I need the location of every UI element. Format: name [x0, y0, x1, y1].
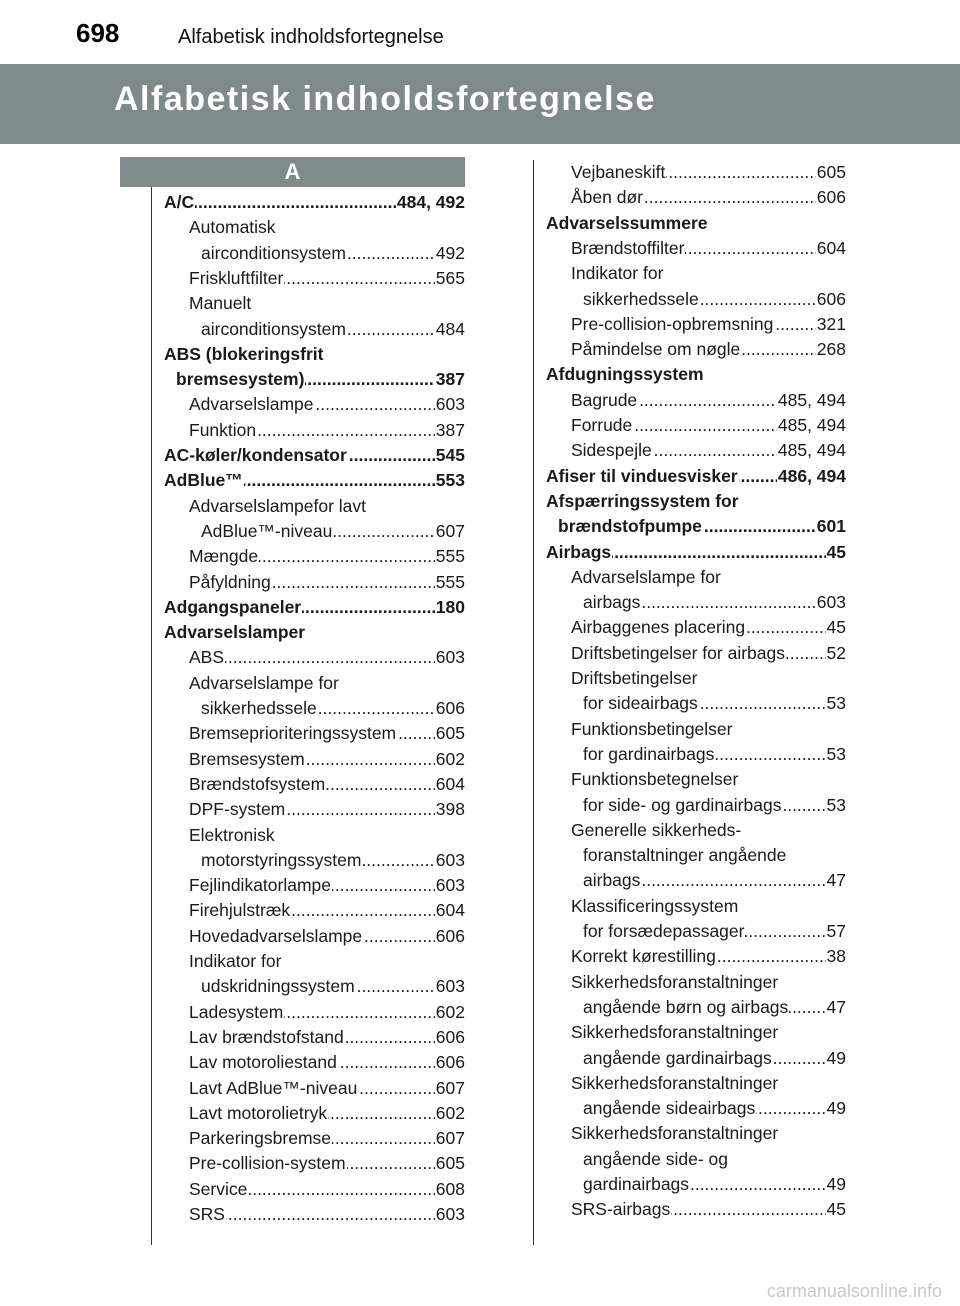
- title-banner: [0, 64, 960, 144]
- index-entry: [571, 818, 741, 843]
- index-entry: [189, 1151, 465, 1176]
- entry-page-ref: 605: [816, 160, 846, 185]
- index-entry: [201, 317, 465, 342]
- entry-page-ref: 53: [826, 691, 846, 716]
- entry-page-ref: 45: [826, 540, 846, 565]
- entry-term: Bremseprioriteringssystem: [189, 723, 397, 744]
- page-number: 698: [76, 18, 120, 48]
- entry-term: Bremsesystem: [189, 748, 305, 769]
- index-entry: [189, 645, 465, 670]
- entry-page-ref: 47: [826, 995, 846, 1020]
- entry-term: Advarselslampe for: [571, 566, 721, 587]
- index-entry: [201, 519, 465, 544]
- entry-term: brændstofpumpe: [558, 516, 702, 537]
- entry-term: Påfyldning: [189, 571, 271, 592]
- index-entry: [583, 1046, 846, 1071]
- index-entry: [571, 236, 846, 261]
- entry-term: AC-køler/kondensator: [164, 445, 347, 465]
- entry-page-ref: 603: [435, 392, 465, 417]
- entry-term: Indikator for: [571, 263, 664, 284]
- entry-term: Sikkerhedsforanstaltninger: [571, 971, 779, 992]
- page-title: Alfabetisk indholdsfortegnelse: [114, 80, 656, 118]
- entry-page-ref: 553: [435, 468, 465, 493]
- entry-term: Brændstofsystem: [189, 773, 326, 794]
- entry-page-ref: 603: [816, 590, 846, 615]
- entry-term: airconditionsystem: [201, 318, 346, 339]
- entry-page-ref: 47: [826, 868, 846, 893]
- entry-page-ref: 603: [435, 645, 465, 670]
- entry-page-ref: 485, 494: [777, 388, 846, 413]
- entry-page-ref: 321: [816, 312, 846, 337]
- entry-page-ref: 545: [435, 443, 465, 468]
- entry-term: Generelle sikkerheds-: [571, 819, 742, 840]
- entry-term: Airbags: [546, 541, 612, 562]
- index-entry: [189, 570, 465, 595]
- entry-term: Driftsbetingelser for airbags: [571, 642, 785, 663]
- index-entry: [201, 241, 465, 266]
- index-entry: [164, 468, 465, 493]
- entry-page-ref: 486, 494: [777, 464, 846, 489]
- entry-term: Afiser til vinduesvisker: [546, 465, 738, 486]
- entry-term: for forsædepassager: [583, 921, 745, 941]
- entry-page-ref: 606: [435, 1025, 465, 1050]
- entry-page-ref: 52: [826, 641, 846, 666]
- entry-term: Korrekt kørestilling: [571, 946, 716, 967]
- index-entry: [571, 717, 732, 742]
- entry-term: Advarselslamper: [164, 622, 306, 643]
- entry-page-ref: 606: [435, 696, 465, 721]
- entry-page-ref: 607: [435, 1076, 465, 1101]
- index-entry: [546, 540, 846, 565]
- left-column-rule: [151, 187, 152, 1245]
- entry-term: Manuelt: [189, 293, 252, 314]
- index-entry: [583, 1172, 846, 1197]
- entry-page-ref: 605: [435, 721, 465, 746]
- entry-term: Airbaggenes placering: [571, 617, 746, 638]
- index-entry: [571, 388, 846, 413]
- index-entry: [571, 337, 846, 362]
- entry-term: Bagrude: [571, 389, 638, 410]
- index-entry: [558, 514, 846, 539]
- entry-term: Ladesystem: [189, 1001, 284, 1022]
- index-entry: [571, 1197, 846, 1222]
- index-entry: [189, 215, 276, 240]
- entry-page-ref: 49: [826, 1046, 846, 1071]
- entry-page-ref: 38: [826, 944, 846, 969]
- entry-term: angående sideairbags: [583, 1098, 756, 1119]
- entry-term: angående gardinairbags: [583, 1047, 772, 1068]
- entry-page-ref: 45: [826, 1197, 846, 1222]
- entry-page-ref: 604: [435, 772, 465, 797]
- entry-term: for side- og gardinairbags: [583, 794, 782, 815]
- index-entry: [571, 615, 846, 640]
- index-entry: [571, 185, 846, 210]
- entry-page-ref: 53: [826, 793, 846, 818]
- index-entry: [583, 919, 846, 944]
- index-entry: [571, 944, 846, 969]
- entry-term: Sidespejle: [571, 440, 652, 461]
- entry-term: airbags: [583, 870, 641, 891]
- running-header: [0, 0, 960, 60]
- index-entry: [189, 1177, 465, 1202]
- index-entry: [189, 949, 281, 974]
- entry-page-ref: 45: [826, 615, 846, 640]
- entry-page-ref: 606: [816, 185, 846, 210]
- entry-term: Pre-collision-system: [189, 1153, 346, 1174]
- entry-page-ref: 602: [435, 1000, 465, 1025]
- entry-page-ref: 555: [435, 570, 465, 595]
- index-entry: [583, 742, 846, 767]
- entry-term: Lav brændstofstand: [189, 1026, 344, 1047]
- index-entry: [164, 342, 323, 367]
- entry-page-ref: 603: [435, 873, 465, 898]
- index-entry: [164, 443, 465, 468]
- index-entry: [189, 1050, 465, 1075]
- entry-term: Sikkerhedsforanstaltninger: [571, 1072, 779, 1093]
- index-entry: [189, 924, 465, 949]
- entry-term: Elektronisk: [189, 824, 275, 845]
- entry-term: Pre-collision-opbremsning: [571, 313, 774, 334]
- index-entry: [189, 494, 366, 519]
- entry-term: Friskluftfilter: [189, 267, 284, 288]
- index-entry: [189, 797, 465, 822]
- index-entry: [164, 620, 305, 645]
- index-entry: [583, 287, 846, 312]
- index-entry: [571, 312, 846, 337]
- index-entry: [189, 1000, 465, 1025]
- index-entry: [176, 367, 465, 392]
- entry-page-ref: 606: [435, 924, 465, 949]
- entry-term: Funktionsbetegnelser: [571, 769, 739, 790]
- entry-page-ref: 603: [435, 974, 465, 999]
- entry-term: Firehjulstræk: [189, 900, 291, 921]
- index-entry: [571, 970, 778, 995]
- entry-term: sikkerhedssele: [201, 698, 317, 718]
- index-entry: [189, 671, 339, 696]
- index-entry: [189, 873, 465, 898]
- index-entry: [583, 1096, 846, 1121]
- index-entry: [571, 1020, 778, 1045]
- entry-term: Advarselssummere: [546, 212, 708, 233]
- entry-page-ref: 398: [435, 797, 465, 822]
- index-entry: [583, 868, 846, 893]
- entry-term: SRS: [189, 1204, 225, 1224]
- watermark: carmanualsonline.info: [766, 1281, 942, 1301]
- entry-page-ref: 53: [826, 742, 846, 767]
- index-entry: [571, 565, 721, 590]
- entry-term: Advarselslampe for: [189, 672, 339, 693]
- index-entry: [189, 291, 251, 316]
- index-entry: [571, 767, 738, 792]
- index-entry: [189, 392, 465, 417]
- index-entry: [189, 1202, 465, 1227]
- index-entry: [571, 894, 738, 919]
- index-entry: [201, 974, 465, 999]
- entry-page-ref: 565: [435, 266, 465, 291]
- index-entry: [583, 691, 846, 716]
- entry-page-ref: 601: [816, 514, 846, 539]
- entry-page-ref: 602: [435, 1101, 465, 1126]
- index-entry: [571, 160, 846, 185]
- entry-term: Fejlindikatorlampe: [189, 875, 332, 896]
- entry-page-ref: 607: [435, 1126, 465, 1151]
- entry-term: angående side- og: [583, 1148, 728, 1169]
- entry-term: Afdugningssystem: [546, 364, 704, 385]
- entry-page-ref: 49: [826, 1172, 846, 1197]
- entry-page-ref: 484, 492: [396, 190, 465, 215]
- entry-page-ref: 604: [435, 898, 465, 923]
- entry-page-ref: 387: [435, 418, 465, 443]
- entry-term: Mængde: [189, 546, 259, 567]
- index-entry: [201, 848, 465, 873]
- entry-term: foranstaltninger angående: [583, 845, 787, 866]
- entry-term: Service: [189, 1178, 248, 1199]
- entry-term: bremsesystem): [176, 369, 305, 390]
- column-divider-rule: [533, 160, 534, 1245]
- entry-term: airconditionsystem: [201, 242, 346, 263]
- entry-term: Advarselslampe: [189, 394, 314, 415]
- entry-term: Forrude: [571, 415, 633, 435]
- index-entry: [546, 489, 739, 514]
- entry-term: Åben dør: [571, 187, 643, 208]
- entry-term: AdBlue™: [164, 470, 243, 491]
- entry-term: gardinairbags: [583, 1174, 690, 1194]
- entry-term: ABS (blokeringsfrit: [164, 343, 324, 364]
- index-entry: [571, 666, 697, 691]
- entry-page-ref: 485, 494: [777, 438, 846, 463]
- entry-term: Driftsbetingelser: [571, 668, 698, 688]
- running-title: Alfabetisk indholdsfortegnelse: [178, 26, 444, 48]
- index-entry: [583, 995, 846, 1020]
- entry-page-ref: 555: [435, 544, 465, 569]
- index-entry: [189, 544, 465, 569]
- entry-term: Sikkerhedsforanstaltninger: [571, 1123, 779, 1144]
- entry-term: Funktionsbetingelser: [571, 718, 733, 739]
- entry-term: Vejbaneskift: [571, 162, 666, 182]
- entry-term: Hovedadvarselslampe: [189, 925, 363, 946]
- index-entry: [546, 464, 846, 489]
- entry-term: SRS-airbags: [571, 1199, 671, 1220]
- entry-term: Afspærringssystem for: [546, 490, 739, 511]
- entry-page-ref: 485, 494: [777, 413, 846, 438]
- index-entry: [546, 211, 707, 236]
- entry-term: for sideairbags: [583, 693, 698, 714]
- entry-term: AdBlue™-niveau: [201, 520, 333, 541]
- index-entry: [571, 413, 846, 438]
- entry-page-ref: 605: [435, 1151, 465, 1176]
- entry-term: Lavt AdBlue™-niveau: [189, 1077, 358, 1098]
- entry-term: Påmindelse om nøgle: [571, 339, 741, 360]
- index-entry: [571, 261, 663, 286]
- entry-term: Lavt motorolietryk: [189, 1102, 328, 1123]
- index-entry: [189, 418, 465, 443]
- entry-page-ref: 606: [435, 1050, 465, 1075]
- entry-term: Indikator for: [189, 951, 282, 971]
- index-entry: [571, 438, 846, 463]
- entry-page-ref: 603: [435, 848, 465, 873]
- index-entry: [189, 823, 275, 848]
- entry-page-ref: 180: [435, 595, 465, 620]
- entry-term: sikkerhedssele: [583, 288, 699, 309]
- index-entry: [189, 1076, 465, 1101]
- entry-term: Adgangspaneler: [164, 596, 302, 617]
- entry-term: Sikkerhedsforanstaltninger: [571, 1022, 779, 1043]
- entry-page-ref: 57: [826, 919, 846, 944]
- index-entry: [189, 772, 465, 797]
- index-entry: [189, 266, 465, 291]
- entry-page-ref: 49: [826, 1096, 846, 1121]
- index-entry: [583, 590, 846, 615]
- index-entry: [189, 1101, 465, 1126]
- entry-term: ABS: [189, 647, 225, 668]
- index-entry: [189, 898, 465, 923]
- entry-term: Brændstoffilter: [571, 237, 685, 258]
- index-entry: [164, 595, 465, 620]
- entry-page-ref: 603: [435, 1202, 465, 1227]
- index-entry: [583, 793, 846, 818]
- entry-page-ref: 608: [435, 1177, 465, 1202]
- entry-term: Funktion: [189, 419, 257, 440]
- index-entry: [189, 747, 465, 772]
- section-letter-heading: A: [120, 157, 465, 187]
- entry-term: DPF-system: [189, 799, 286, 820]
- entry-term: Klassificeringssystem: [571, 895, 739, 916]
- entry-term: Lav motoroliestand: [189, 1052, 337, 1073]
- entry-term: udskridningssystem: [201, 976, 355, 997]
- entry-page-ref: 268: [816, 337, 846, 362]
- entry-term: airbags: [583, 592, 641, 613]
- index-entry: [546, 362, 704, 387]
- index-entry: [189, 721, 465, 746]
- entry-term: angående børn og airbags: [583, 996, 789, 1017]
- index-entry: [571, 1071, 778, 1096]
- entry-page-ref: 484: [435, 317, 465, 342]
- index-entry: [571, 1121, 778, 1146]
- index-entry: [583, 843, 786, 868]
- entry-page-ref: 604: [816, 236, 846, 261]
- index-entry: [571, 641, 846, 666]
- entry-page-ref: 602: [435, 747, 465, 772]
- entry-page-ref: 607: [435, 519, 465, 544]
- index-entry: [164, 190, 465, 215]
- entry-term: Automatisk: [189, 217, 276, 238]
- entry-page-ref: 606: [816, 287, 846, 312]
- entry-term: motorstyringssystem: [201, 849, 362, 870]
- entry-page-ref: 492: [435, 241, 465, 266]
- index-entry: [189, 1025, 465, 1050]
- entry-term: for gardinairbags: [583, 743, 715, 764]
- index-entry: [583, 1147, 728, 1172]
- entry-term: Advarselslampefor lavt: [189, 495, 367, 516]
- index-entry: [189, 1126, 465, 1151]
- entry-term: Parkeringsbremse: [189, 1128, 331, 1149]
- index-entry: [201, 696, 465, 721]
- entry-page-ref: 387: [435, 367, 465, 392]
- entry-term: A/C: [164, 192, 195, 212]
